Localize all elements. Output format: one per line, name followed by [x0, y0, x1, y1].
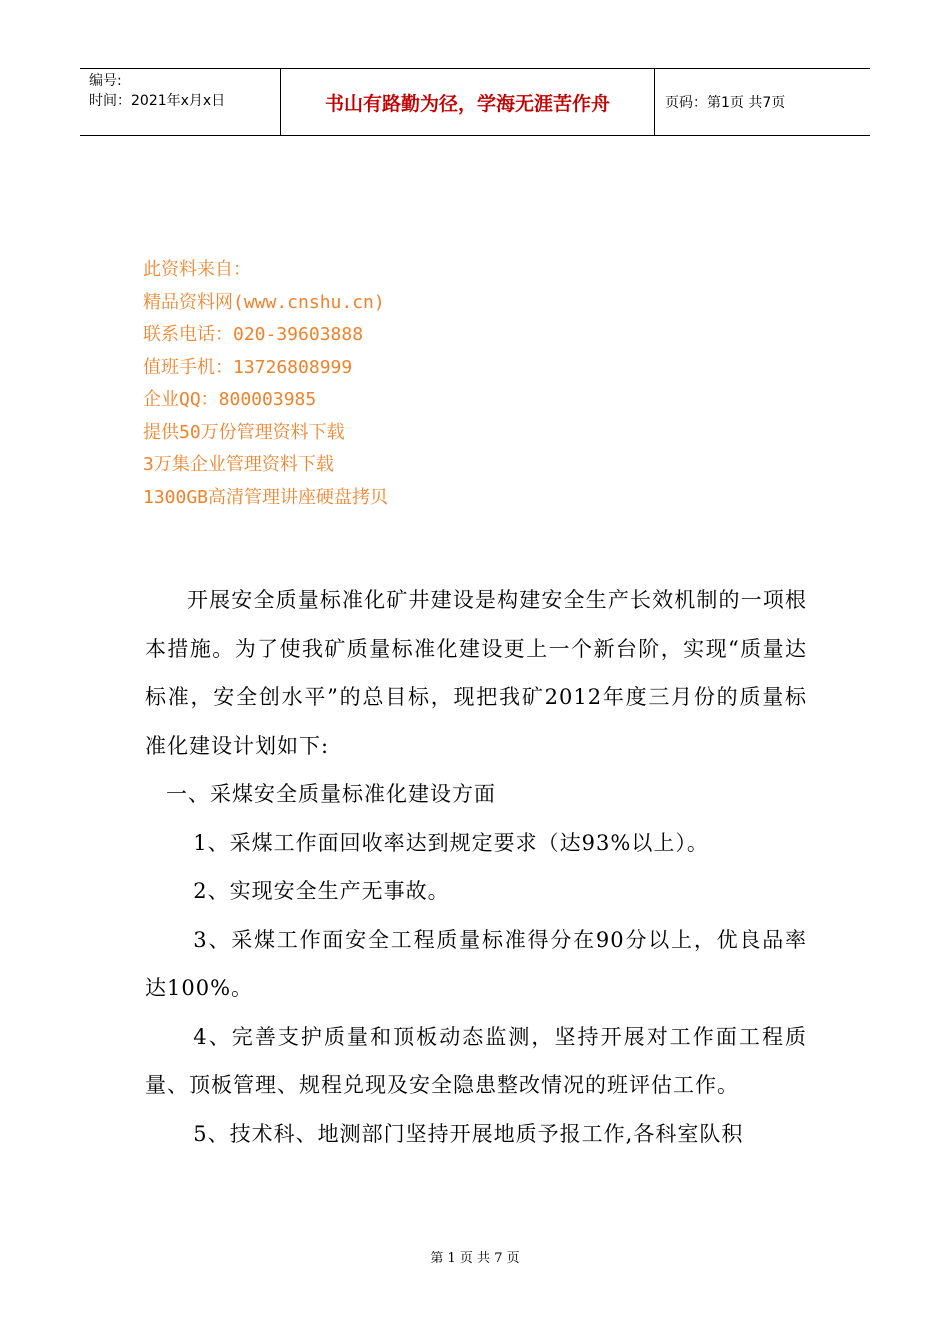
section-heading: 一、采煤安全质量标准化建设方面	[166, 782, 496, 806]
source-line: 此资料来自：	[143, 259, 251, 280]
date-label: 时间：2021年x月x日	[89, 93, 226, 109]
source-info	[143, 254, 388, 514]
source-line: 提供50万份管理资料下载	[143, 421, 345, 443]
page-footer: 第 1 页 共 7 页	[430, 1251, 520, 1266]
source-line: 值班手机：13726808999	[143, 356, 353, 378]
list-item: 1、采煤工作面回收率达到规定要求（达93%以上）。	[193, 830, 709, 855]
header-meta	[80, 69, 281, 135]
header-motto: 书山有路勤为径，学海无涯苦作舟	[281, 69, 655, 135]
source-line: 联系电话：020-39603888	[143, 324, 364, 345]
list-item: 2、实现安全生产无事故。	[193, 879, 450, 903]
list-item: 4、完善支护质量和顶板动态监测，坚持开展对工作面工程质量、顶板管理、规程兑现及安全隐患整改情况的班评估工作。	[145, 1024, 807, 1097]
document-body	[145, 576, 807, 1158]
source-line: 精品资料网(www.cnshu.cn)	[143, 291, 385, 313]
list-item: 3、采煤工作面安全工程质量标准得分在90分以上，优良品率达100%。	[145, 927, 807, 1000]
list-item: 5、技术科、地测部门坚持开展地质予报工作,各科室队积	[193, 1121, 744, 1146]
source-line: 企业QQ：800003985	[143, 389, 317, 410]
header-page-info: 页码：第1页 共7页	[665, 95, 786, 111]
source-line: 1300GB高清管理讲座硬盘拷贝	[143, 486, 389, 508]
intro-paragraph: 开展安全质量标准化矿井建设是构建安全生产长效机制的一项根本措施。为了使我矿质量标准化建设更上一个新台阶，实现“质量达标准，安全创水平”的总目标，现把我矿2012年度三月份的质量标准化建设计划如下:	[145, 588, 807, 758]
source-line: 3万集企业管理资料下载	[143, 454, 334, 475]
document-header	[80, 68, 870, 136]
serial-label: 编号:	[89, 73, 122, 89]
